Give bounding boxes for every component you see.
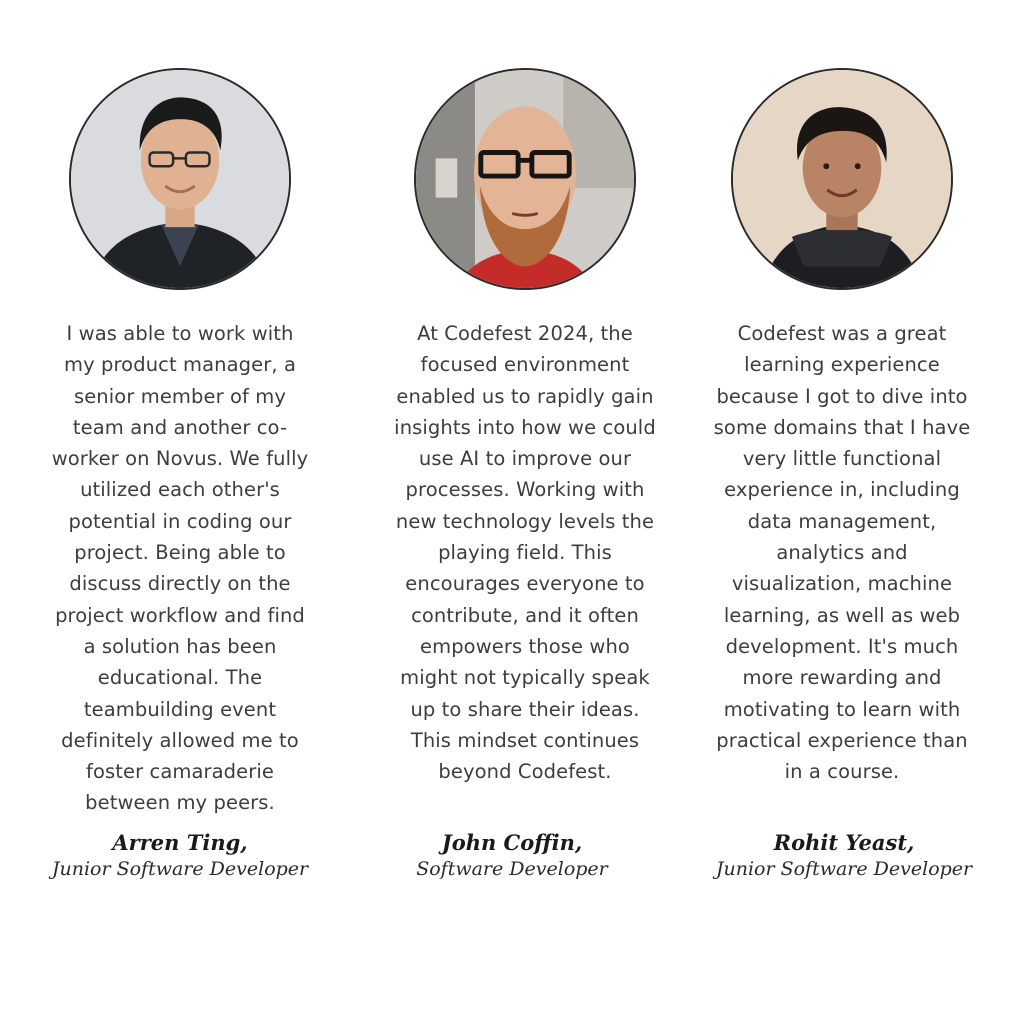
testimonial-author-2	[352, 830, 672, 882]
author-name: John Coffin,	[441, 830, 583, 855]
author-name: Arren Ting,	[112, 830, 248, 855]
avatar-photo	[69, 68, 291, 290]
testimonial-quote: I was able to work with my product manager, a senior member of my team and another co-worker on Novus. We fully utilized each other's potential in coding our project. Being able to discuss directly on the project workflow and find a solution has been educational. The teambuilding event definitely allowed me to foster camaraderie between my peers.	[51, 322, 309, 815]
testimonial-quote: Codefest was a great learning experience because I got to dive into some domains that I have very little functional experience in, including data management, analytics and visualization, machine learning, as well as web development. It's much more rewarding and motivating to learn with practical experience than in a course.	[713, 322, 971, 784]
avatar-photo	[731, 68, 953, 290]
author-name: Rohit Yeast,	[773, 830, 915, 855]
testimonial-author-1	[20, 830, 340, 882]
person-portrait-icon	[71, 70, 289, 288]
avatar-photo	[414, 68, 636, 290]
testimonial-quote: At Codefest 2024, the focused environment enabled us to rapidly gain insights into how we could use AI to improve our processes. Working with new technology levels the playing field. This encourages everyone to contribute, and it often empowers those who might not typically speak up to share their ideas. This mindset continues beyond Codefest.	[394, 322, 656, 784]
testimonial-card-2	[365, 68, 685, 787]
testimonial-card-1	[20, 68, 340, 819]
author-role: Junior Software Developer	[51, 858, 309, 880]
person-portrait-icon	[733, 70, 951, 288]
author-role: Junior Software Developer	[715, 858, 973, 880]
testimonial-card-3	[682, 68, 1002, 787]
testimonial-author-3	[684, 830, 1004, 882]
person-portrait-icon	[416, 70, 634, 288]
author-role: Software Developer	[416, 858, 608, 880]
